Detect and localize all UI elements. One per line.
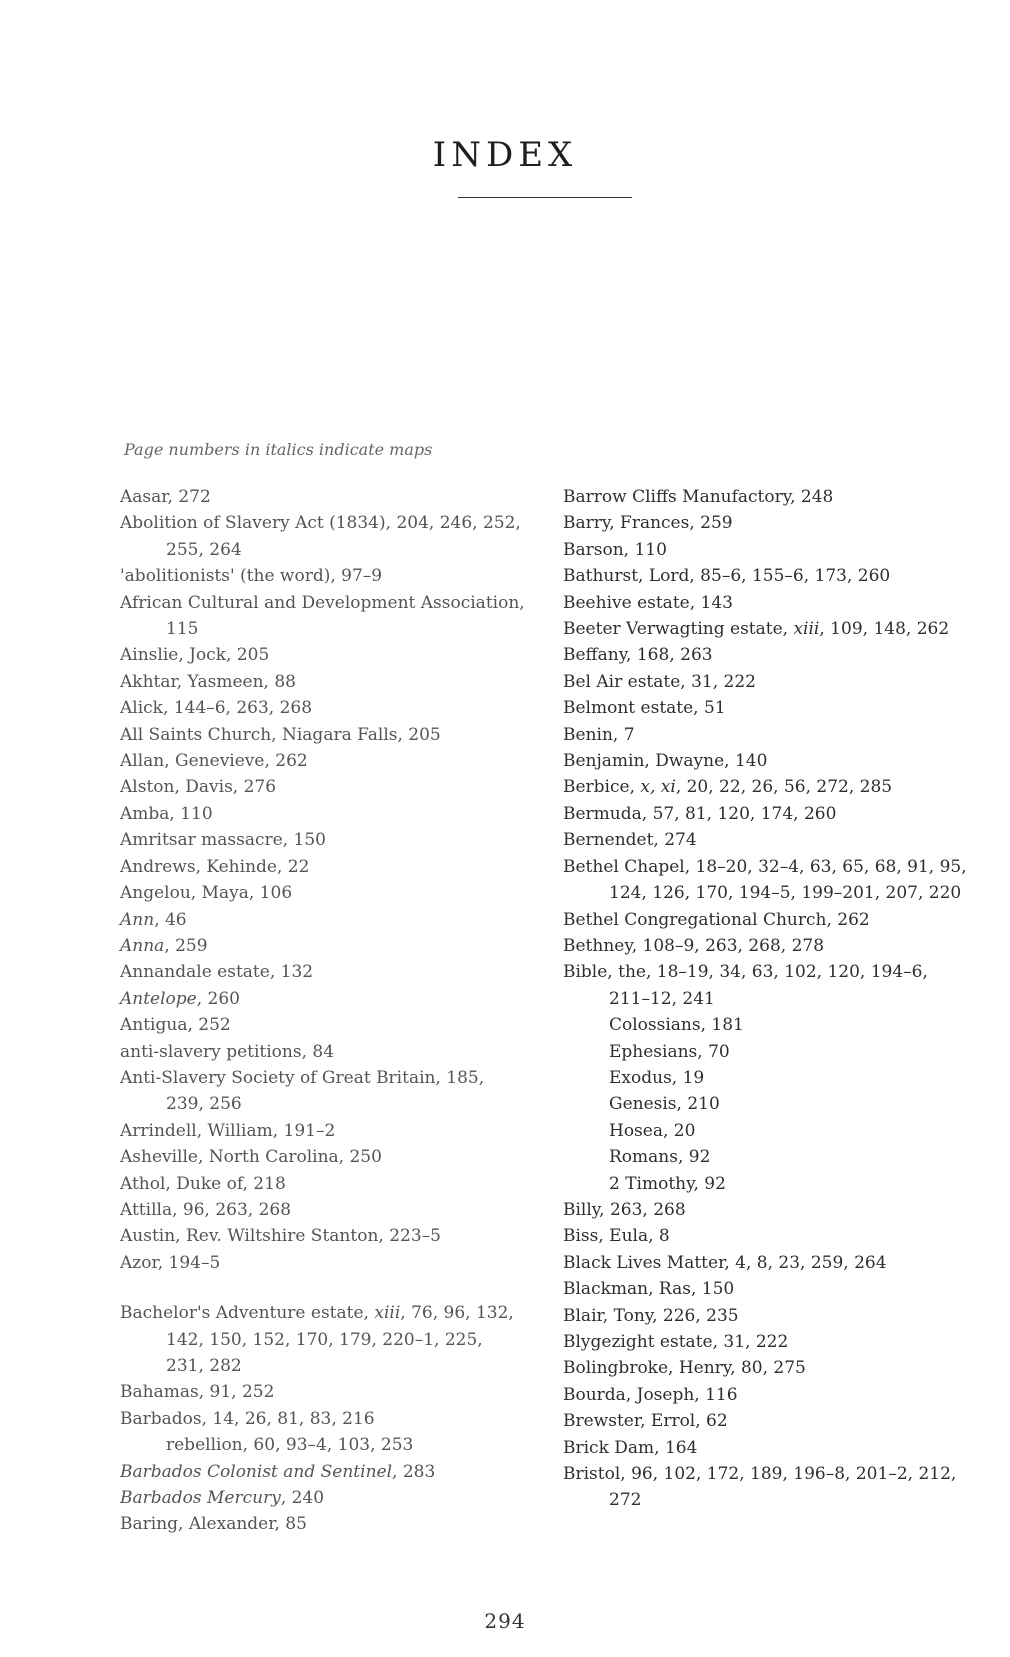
index-entry-text: Barbados, 14, 26, 81, 83, 216 xyxy=(120,1408,375,1429)
index-entry-text: Belmont estate, 51 xyxy=(563,698,726,719)
index-entry-italic: Barbados Mercury xyxy=(120,1488,281,1509)
index-entry-text: Bathurst, Lord, 85–6, 155–6, 173, 260 xyxy=(563,566,891,587)
index-entry xyxy=(120,1300,525,1379)
index-entry xyxy=(120,1406,525,1432)
index-entry xyxy=(120,563,525,589)
index-entry-text: Romans, 92 xyxy=(609,1147,711,1168)
index-entry-text: Blygezight estate, 31, 222 xyxy=(563,1332,789,1352)
index-entry xyxy=(563,484,968,510)
index-entry xyxy=(120,1118,525,1144)
index-entry-text: Arrindell, William, 191–2 xyxy=(120,1120,336,1141)
index-entry-italic: Antelope xyxy=(120,988,197,1009)
index-entry-text: Ephesians, 70 xyxy=(609,1041,730,1062)
index-entry-text: Anti-Slavery Society of Great Britain, 185, 239, 256 xyxy=(120,1067,485,1115)
index-entry-text: Benin, 7 xyxy=(563,724,635,745)
index-entry-text: Antigua, 252 xyxy=(120,1015,231,1036)
index-entry-text: African Cultural and Development Association, 115 xyxy=(120,592,525,640)
index-subentry xyxy=(563,1065,968,1091)
index-entry xyxy=(563,642,968,668)
index-entry xyxy=(120,1144,525,1170)
index-entry xyxy=(120,642,525,668)
index-entry xyxy=(563,1461,968,1514)
index-entry xyxy=(120,1012,525,1038)
index-entry-text: Bolingbroke, Henry, 80, 275 xyxy=(563,1358,806,1379)
index-entry-italic: Anna xyxy=(120,935,165,956)
index-entry xyxy=(120,669,525,695)
index-entry-text: Andrews, Kehinde, 22 xyxy=(120,856,310,877)
index-entry xyxy=(120,1197,525,1223)
index-entry xyxy=(563,669,968,695)
index-entry xyxy=(563,959,968,1012)
index-entry-text: Bristol, 96, 102, 172, 189, 196–8, 201–2, 212, 272 xyxy=(563,1464,957,1511)
title-underline xyxy=(458,197,632,198)
index-entry xyxy=(563,907,968,933)
index-entry-italic: Barbados Colonist and Sentinel xyxy=(120,1461,393,1482)
index-entry-text: anti-slavery petitions, 84 xyxy=(120,1041,335,1062)
index-entry xyxy=(563,1250,968,1276)
index-entry-italic: xiii xyxy=(793,619,820,640)
index-entry xyxy=(120,1459,525,1485)
index-entry xyxy=(563,1223,968,1249)
index-entry xyxy=(563,1276,968,1302)
index-entry xyxy=(120,1485,525,1511)
index-entry-text: Akhtar, Yasmeen, 88 xyxy=(120,671,296,692)
index-entry xyxy=(120,854,525,880)
index-entry-text: Blackman, Ras, 150 xyxy=(563,1279,735,1300)
index-entry-text: , 283 xyxy=(392,1461,436,1482)
index-entry-text: , 240 xyxy=(280,1488,325,1509)
index-subentry xyxy=(563,1012,968,1038)
index-entry-text: Barry, Frances, 259 xyxy=(563,513,733,534)
index-entry xyxy=(563,1435,968,1461)
index-entry xyxy=(563,1197,968,1223)
index-entry-text: Amba, 110 xyxy=(120,803,213,824)
index-entry-text: Bel Air estate, 31, 222 xyxy=(563,671,756,692)
index-entry-text: , 76, 96, 132, 142, 150, 152, 170, 179, 220–1, 225, 231, 282 xyxy=(166,1303,514,1376)
index-entry xyxy=(120,880,525,906)
index-entry-text: Bernendet, 274 xyxy=(563,830,697,851)
index-entry xyxy=(563,590,968,616)
index-entry-text: Biss, Eula, 8 xyxy=(563,1226,670,1247)
index-entry-text: Bethney, 108–9, 263, 268, 278 xyxy=(563,935,825,956)
index-entry-text: , 109, 148, 262 xyxy=(819,619,950,640)
index-entry-text: Exodus, 19 xyxy=(609,1067,705,1088)
index-entry xyxy=(120,1250,525,1276)
index-entry xyxy=(563,1329,968,1355)
index-entry-text: Baring, Alexander, 85 xyxy=(120,1514,307,1535)
index-entry-text: Bermuda, 57, 81, 120, 174, 260 xyxy=(563,803,837,824)
index-entry xyxy=(563,537,968,563)
index-entry xyxy=(120,1223,525,1249)
index-entry xyxy=(120,748,525,774)
index-entry-text: , 259 xyxy=(164,935,208,956)
index-entry xyxy=(563,827,968,853)
index-entry-text: Attilla, 96, 263, 268 xyxy=(120,1199,292,1220)
index-entry-text: Bethel Congregational Church, 262 xyxy=(563,909,870,930)
index-entry xyxy=(563,854,968,907)
index-entry-text: Aasar, 272 xyxy=(120,487,211,507)
index-entry-text: Black Lives Matter, 4, 8, 23, 259, 264 xyxy=(563,1252,887,1273)
index-entry-italic: x, xi xyxy=(640,777,676,798)
index-entry-text: Beeter Verwagting estate, xyxy=(563,619,794,640)
index-entry xyxy=(120,484,525,510)
index-subentry xyxy=(563,1091,968,1117)
index-entry xyxy=(563,774,968,800)
index-subentry xyxy=(563,1039,968,1065)
index-entry xyxy=(120,801,525,827)
index-entry xyxy=(120,1379,525,1405)
index-entry-text: Bible, the, 18–19, 34, 63, 102, 120, 194–6, 211–12, 241 xyxy=(563,962,928,1009)
index-entry-text: Beffany, 168, 263 xyxy=(563,645,713,666)
index-entry xyxy=(120,590,525,643)
index-entry-text: , 260 xyxy=(196,988,240,1009)
index-entry-text: Angelou, Maya, 106 xyxy=(120,883,293,904)
index-entry xyxy=(120,722,525,748)
index-entry-text: , 20, 22, 26, 56, 272, 285 xyxy=(675,777,893,798)
index-entry-text: Barson, 110 xyxy=(563,539,667,560)
index-entry-text: Azor, 194–5 xyxy=(120,1252,221,1273)
index-entry xyxy=(120,1171,525,1197)
index-entry xyxy=(120,986,525,1012)
index-entry-text: Beehive estate, 143 xyxy=(563,592,733,613)
index-entry xyxy=(563,933,968,959)
index-entry xyxy=(563,722,968,748)
index-entry xyxy=(563,616,968,642)
index-entry xyxy=(120,695,525,721)
index-entry xyxy=(120,933,525,959)
index-entry-text: Bethel Chapel, 18–20, 32–4, 63, 65, 68, 91, 95, 124, 126, 170, 194–5, 199–201, 207, 220 xyxy=(563,856,967,904)
index-entry-text: Bourda, Joseph, 116 xyxy=(563,1384,738,1405)
index-entry xyxy=(563,563,968,589)
index-entry xyxy=(563,748,968,774)
index-entry-text: Alston, Davis, 276 xyxy=(120,777,277,798)
index-entry xyxy=(563,1303,968,1329)
index-entry xyxy=(563,1382,968,1408)
index-entry-text: Billy, 263, 268 xyxy=(563,1199,686,1220)
index-subentry xyxy=(563,1118,968,1144)
index-entry-text: Ainslie, Jock, 205 xyxy=(120,645,270,666)
index-entry-italic: Ann xyxy=(120,909,155,930)
index-entry-text: Bachelor's Adventure estate, xyxy=(120,1303,375,1324)
index-entry xyxy=(120,907,525,933)
index-entry-text: Allan, Genevieve, 262 xyxy=(120,751,308,772)
index-entry-text: , 46 xyxy=(154,909,187,930)
index-entry-italic: xiii xyxy=(374,1303,401,1324)
index-column-right xyxy=(563,484,968,1514)
index-entry-text: All Saints Church, Niagara Falls, 205 xyxy=(120,724,441,745)
index-entry-text: Genesis, 210 xyxy=(609,1094,720,1115)
index-entry xyxy=(120,774,525,800)
index-note: Page numbers in italics indicate maps xyxy=(124,440,433,459)
index-subentry xyxy=(563,1171,968,1197)
index-entry xyxy=(120,827,525,853)
index-entry xyxy=(563,695,968,721)
index-entry-text: Blair, Tony, 226, 235 xyxy=(563,1305,739,1326)
index-entry-text: Colossians, 181 xyxy=(609,1015,744,1036)
index-entry xyxy=(563,1355,968,1381)
page-number: 294 xyxy=(484,1609,526,1633)
index-entry xyxy=(120,1039,525,1065)
index-entry-text: Annandale estate, 132 xyxy=(120,962,314,983)
index-entry-text: Asheville, North Carolina, 250 xyxy=(120,1147,382,1168)
index-entry-text: 'abolitionists' (the word), 97–9 xyxy=(120,566,383,587)
index-entry xyxy=(563,801,968,827)
index-subentry xyxy=(120,1432,525,1458)
index-entry-text: Austin, Rev. Wiltshire Stanton, 223–5 xyxy=(120,1226,441,1247)
index-entry-text: Athol, Duke of, 218 xyxy=(120,1173,286,1194)
index-entry-text: Bahamas, 91, 252 xyxy=(120,1382,275,1403)
index-entry-text: Brick Dam, 164 xyxy=(563,1437,698,1458)
index-entry-text: rebellion, 60, 93–4, 103, 253 xyxy=(166,1435,414,1456)
index-entry-text: Abolition of Slavery Act (1834), 204, 246, 252, 255, 264 xyxy=(120,513,521,560)
index-entry-text: 2 Timothy, 92 xyxy=(609,1173,726,1194)
index-entry xyxy=(120,510,525,563)
index-entry-text: Alick, 144–6, 263, 268 xyxy=(120,698,313,719)
index-entry xyxy=(120,959,525,985)
index-column-left xyxy=(120,484,525,1538)
index-entry-text: Amritsar massacre, 150 xyxy=(120,830,326,851)
index-entry xyxy=(120,1511,525,1537)
index-entry xyxy=(563,1408,968,1434)
index-entry-text: Berbice, xyxy=(563,777,641,798)
index-entry-text: Hosea, 20 xyxy=(609,1120,696,1141)
index-entry xyxy=(120,1065,525,1118)
index-subentry xyxy=(563,1144,968,1170)
page-title: INDEX xyxy=(432,135,578,175)
index-entry-text: Brewster, Errol, 62 xyxy=(563,1411,728,1432)
index-entry-text: Barrow Cliffs Manufactory, 248 xyxy=(563,487,834,507)
index-entry-text: Benjamin, Dwayne, 140 xyxy=(563,751,768,772)
index-entry xyxy=(563,510,968,536)
